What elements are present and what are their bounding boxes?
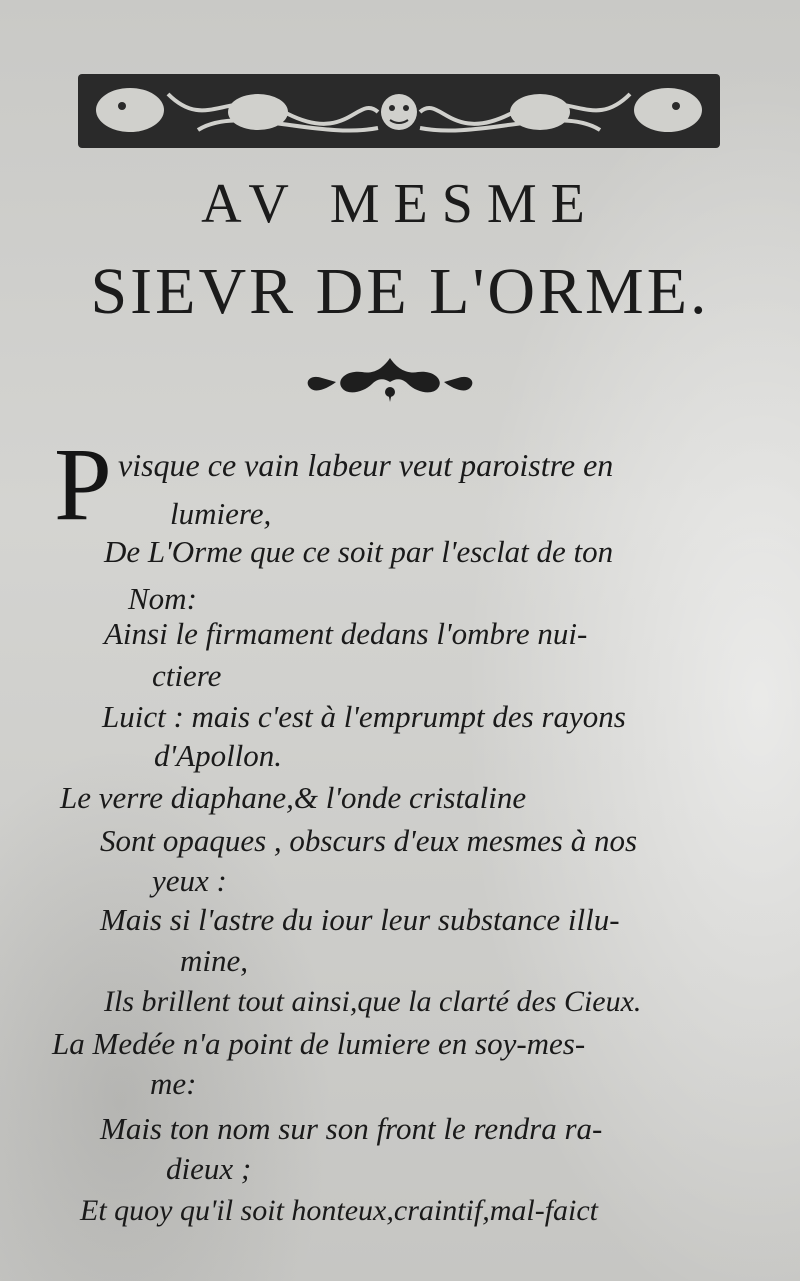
poem-line-2: lumiere,: [170, 496, 272, 531]
poem-line-3: De L'Orme que ce soit par l'esclat de ton: [104, 534, 614, 569]
poem-line-18: dieux ;: [166, 1151, 252, 1186]
poem-line-15: La Medée n'a point de lumiere en soy-mes-: [52, 1026, 586, 1061]
headpiece-ornament: [78, 74, 720, 148]
poem-line-5: Ainsi le firmament dedans l'ombre nui-: [104, 616, 588, 651]
heading-line-2: SIEVR DE L'ORME.: [90, 255, 710, 328]
poem-line-4: Nom:: [128, 581, 197, 616]
poem-line-9: Le verre diaphane,& l'onde cristaline: [60, 780, 527, 815]
poem-line-12: Mais si l'astre du iour leur substance illu-: [100, 902, 620, 937]
poem-line-16: me:: [150, 1066, 197, 1101]
poem-line-17: Mais ton nom sur son front le rendra ra-: [100, 1111, 603, 1146]
poem-line-7: Luict : mais c'est à l'emprumpt des rayons: [102, 699, 626, 734]
poem-line-8: d'Apollon.: [154, 738, 283, 773]
poem-line-13: mine,: [180, 943, 249, 978]
fleuron-ornament: [302, 352, 478, 402]
drop-cap: P: [54, 427, 112, 542]
poem-line-14: Ils brillent tout ainsi,que la clarté des Cieux.: [104, 985, 642, 1018]
poem-line-1: visque ce vain labeur veut paroistre en: [118, 447, 614, 483]
poem-line-10: Sont opaques , obscurs d'eux mesmes à nos: [100, 823, 638, 858]
poem-line-11: yeux :: [152, 863, 227, 898]
heading-line-1: AV MESME: [201, 173, 599, 235]
poem-line-6: ctiere: [152, 658, 222, 693]
poem-line-19: Et quoy qu'il soit honteux,craintif,mal-faict: [80, 1194, 599, 1227]
